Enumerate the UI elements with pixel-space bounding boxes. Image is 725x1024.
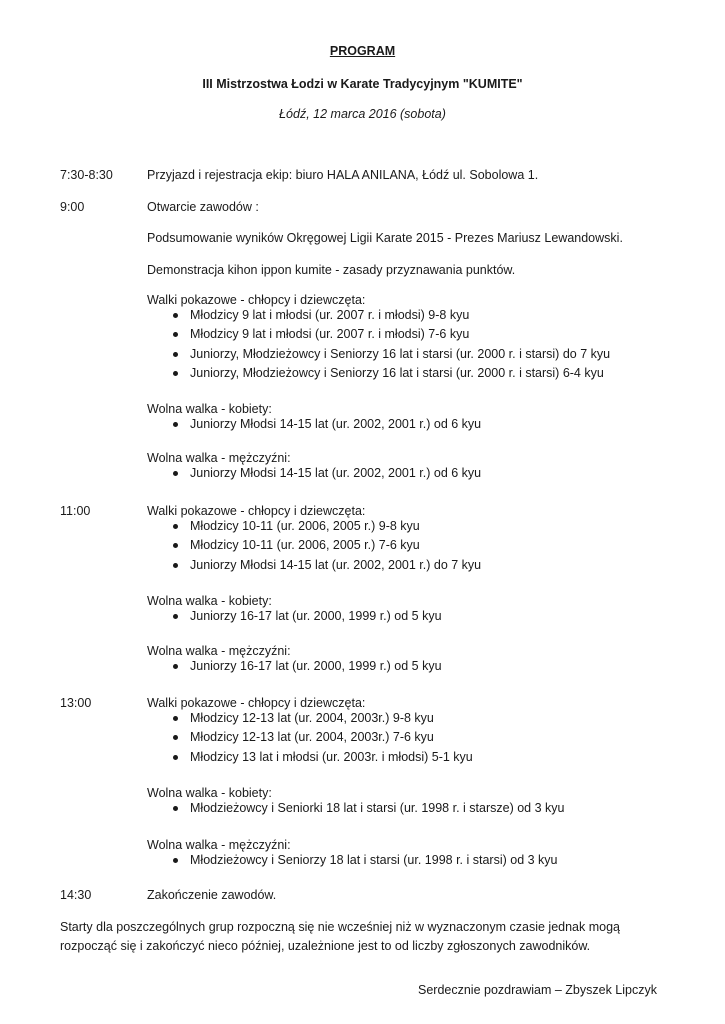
list-item: Młodzicy 10-11 (ur. 2006, 2005 r.) 7-6 kyu xyxy=(147,536,481,555)
category-list xyxy=(147,607,442,626)
category-list xyxy=(147,709,473,767)
list-item: Młodzicy 13 lat i młodsi (ur. 2003r. i młodsi) 5-1 kyu xyxy=(147,748,473,767)
group-heading: Wolna walka - mężczyźni: xyxy=(147,451,291,465)
group-heading: Wolna walka - kobiety: xyxy=(147,594,272,608)
document-title: PROGRAM xyxy=(329,44,396,58)
schedule-description: Demonstracja kihon ippon kumite - zasady przyznawania punktów. xyxy=(147,263,516,277)
schedule-time: 11:00 xyxy=(60,504,91,518)
schedule-time: 7:30-8:30 xyxy=(60,168,113,182)
group-heading: Wolna walka - kobiety: xyxy=(147,786,272,800)
schedule-description: Podsumowanie wyników Okręgowej Ligii Karate 2015 - Prezes Mariusz Lewandowski. xyxy=(147,231,623,245)
list-item: Juniorzy, Młodzieżowcy i Seniorzy 16 lat i starsi (ur. 2000 r. i starsi) 6-4 kyu xyxy=(147,364,610,383)
group-heading: Walki pokazowe - chłopcy i dziewczęta: xyxy=(147,293,366,307)
list-item: Młodzieżowcy i Seniorki 18 lat i starsi (ur. 1998 r. i starsze) od 3 kyu xyxy=(147,799,564,818)
list-item: Młodzieżowcy i Seniorzy 18 lat i starsi (ur. 1998 r. i starsi) od 3 kyu xyxy=(147,851,558,870)
list-item: Juniorzy Młodsi 14-15 lat (ur. 2002, 2001 r.) do 7 kyu xyxy=(147,556,481,575)
group-heading: Wolna walka - mężczyźni: xyxy=(147,644,291,658)
category-list xyxy=(147,306,610,383)
list-item: Młodzicy 10-11 (ur. 2006, 2005 r.) 9-8 kyu xyxy=(147,517,481,536)
schedule-time: 13:00 xyxy=(60,696,92,710)
group-heading: Walki pokazowe - chłopcy i dziewczęta: xyxy=(147,696,366,710)
group-heading: Walki pokazowe - chłopcy i dziewczęta: xyxy=(147,504,366,518)
event-date: Łódź, 12 marca 2016 (sobota) xyxy=(279,107,446,121)
schedule-description: Przyjazd i rejestracja ekip: biuro HALA ANILANA, Łódź ul. Sobolowa 1. xyxy=(147,168,539,182)
schedule-description: Otwarcie zawodów : xyxy=(147,200,259,214)
list-item: Młodzicy 9 lat i młodsi (ur. 2007 r. i młodsi) 7-6 kyu xyxy=(147,325,610,344)
group-heading: Wolna walka - kobiety: xyxy=(147,402,272,416)
list-item: Juniorzy 16-17 lat (ur. 2000, 1999 r.) od 5 kyu xyxy=(147,657,442,676)
group-heading: Wolna walka - mężczyźni: xyxy=(147,838,291,852)
list-item: Młodzicy 12-13 lat (ur. 2004, 2003r.) 9-8 kyu xyxy=(147,709,473,728)
category-list xyxy=(147,415,481,434)
schedule-time: 9:00 xyxy=(60,200,85,214)
list-item: Młodzicy 9 lat i młodsi (ur. 2007 r. i młodsi) 9-8 kyu xyxy=(147,306,610,325)
list-item: Juniorzy Młodsi 14-15 lat (ur. 2002, 2001 r.) od 6 kyu xyxy=(147,464,481,483)
closing-note: Starty dla poszczególnych grup rozpoczną się nie wcześniej niż w wyznaczonym czasie jednak mogą rozpocząć się i zakończyć nieco później, uzależnione jest to od liczby zgłoszonych zawodników. xyxy=(60,920,620,953)
schedule-description: Zakończenie zawodów. xyxy=(147,888,277,902)
list-item: Juniorzy 16-17 lat (ur. 2000, 1999 r.) od 5 kyu xyxy=(147,607,442,626)
category-list xyxy=(147,517,481,575)
event-subtitle: III Mistrzostwa Łodzi w Karate Tradycyjnym "KUMITE" xyxy=(202,77,523,91)
list-item: Juniorzy Młodsi 14-15 lat (ur. 2002, 2001 r.) od 6 kyu xyxy=(147,415,481,434)
schedule-time: 14:30 xyxy=(60,888,92,902)
list-item: Juniorzy, Młodzieżowcy i Seniorzy 16 lat i starsi (ur. 2000 r. i starsi) do 7 kyu xyxy=(147,345,610,364)
list-item: Młodzicy 12-13 lat (ur. 2004, 2003r.) 7-6 kyu xyxy=(147,728,473,747)
signature: Serdecznie pozdrawiam – Zbyszek Lipczyk xyxy=(418,983,657,997)
category-list xyxy=(147,464,481,483)
category-list xyxy=(147,657,442,676)
category-list xyxy=(147,851,558,870)
category-list xyxy=(147,799,564,818)
